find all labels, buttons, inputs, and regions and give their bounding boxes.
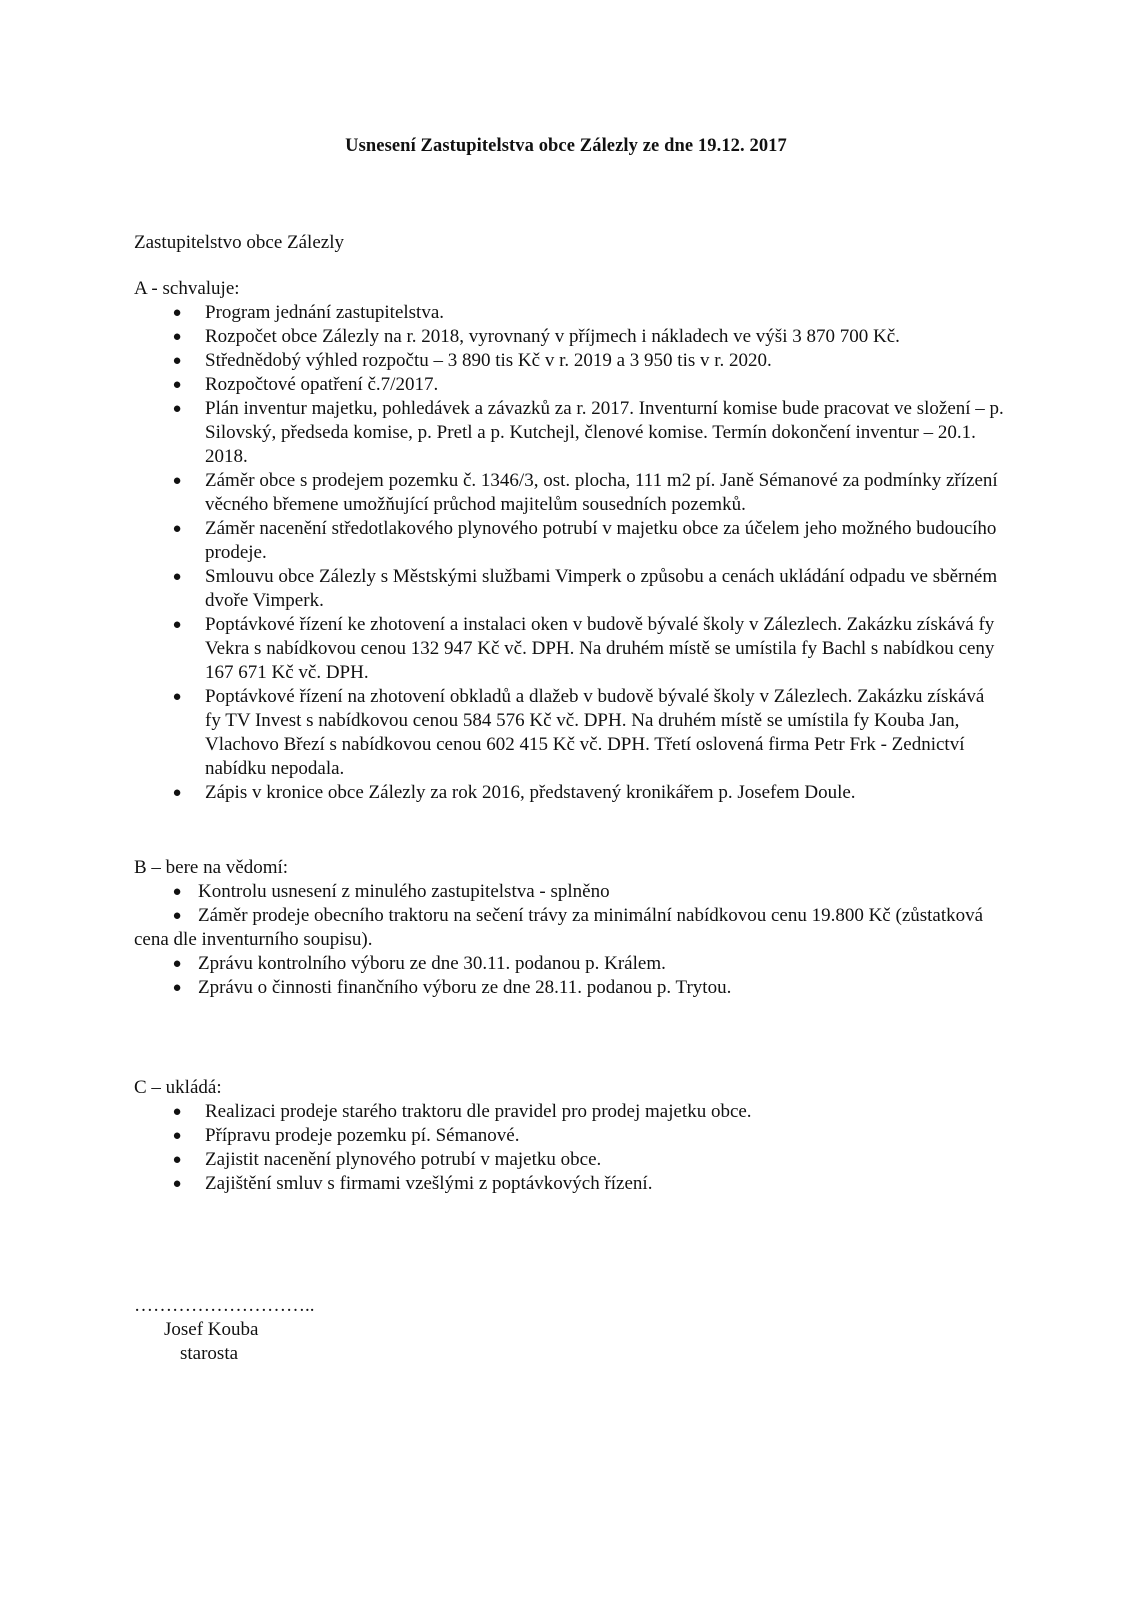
list-item-text: Zprávu kontrolního výboru ze dne 30.11. podanou p. Králem. <box>198 953 666 974</box>
bullet-icon: ● <box>172 569 182 585</box>
document-title: Usnesení Zastupitelstva obce Zálezly ze dne 19.12. 2017 <box>345 136 787 156</box>
bullet-icon: ● <box>172 377 182 393</box>
list-item-text: Rozpočtové opatření č.7/2017. <box>205 374 439 395</box>
bullet-icon: ● <box>172 785 182 801</box>
list-item <box>134 349 1004 373</box>
list-item <box>134 397 1004 469</box>
list-item <box>134 1148 1004 1172</box>
list-item-text: Plán inventur majetku, pohledávek a závazků za r. 2017. Inventurní komise bude pracovat ve složení – p. Silovský, předseda komise, p. Pretl a p. Kutchejl, členové komise. Termín dokončení inventur – 20.1. 2018. <box>205 398 1004 467</box>
list-item-text: Poptávkové řízení na zhotovení obkladů a dlažeb v budově bývalé školy v Zálezlech. Zakázku získává fy TV Invest s nabídkovou cenou 584 576 Kč vč. DPH. Na druhém místě se umístila fy Kouba Jan, Vlachovo Březí s nabídkovou cenou 602 415 Kč vč. DPH. Třetí oslovená firma Petr Frk - Zednictví nabídku nepodala. <box>205 686 985 779</box>
list-item-text: Zápis v kronice obce Zálezly za rok 2016, představený kronikářem p. Josefem Doule. <box>205 782 856 803</box>
section-a-list <box>134 301 1004 805</box>
list-item-text: Záměr prodeje obecního traktoru na sečení trávy za minimální nabídkovou cenu 19.800 Kč (zůstatková cena dle inventurního soupisu). <box>134 905 984 950</box>
list-item-text: Zprávu o činnosti finančního výboru ze dne 28.11. podanou p. Trytou. <box>198 977 732 998</box>
list-item <box>134 373 1004 397</box>
list-item <box>134 301 1004 325</box>
list-item <box>134 781 1004 805</box>
signature-line: ……………………….. <box>134 1295 315 1316</box>
bullet-icon: ● <box>172 305 182 321</box>
section-c-heading: C – ukládá: <box>134 1077 222 1098</box>
list-item-text: Poptávkové řízení ke zhotovení a instalaci oken v budově bývalé školy v Zálezlech. Zakázku získává fy Vekra s nabídkovou cenou 132 947 Kč vč. DPH. Na druhém místě se umístila fy Bachl s nabídkou ceny 167 671 Kč vč. DPH. <box>205 614 995 683</box>
list-item-text: Zajistit nacenění plynového potrubí v majetku obce. <box>205 1149 602 1170</box>
list-item-text: Realizaci prodeje starého traktoru dle pravidel pro prodej majetku obce. <box>205 1101 752 1122</box>
list-item <box>134 1124 1004 1148</box>
list-item-text: Smlouvu obce Zálezly s Městskými službami Vimperk o způsobu a cenách ukládání odpadu ve sběrném dvoře Vimperk. <box>205 566 998 611</box>
section-b-heading: B – bere na vědomí: <box>134 857 289 878</box>
list-item-text: Rozpočet obce Zálezly na r. 2018, vyrovnaný v příjmech i nákladech ve výši 3 870 700 Kč. <box>205 326 900 347</box>
list-item-text: Program jednání zastupitelstva. <box>205 302 445 323</box>
section-b-list <box>134 880 1004 1000</box>
list-item-text: Záměr nacenění středotlakového plynového potrubí v majetku obce za účelem jeho možného budoucího prodeje. <box>205 518 997 563</box>
intro-text: Zastupitelstvo obce Zálezly <box>134 232 344 253</box>
list-item <box>134 904 1004 952</box>
bullet-icon: ● <box>172 473 182 489</box>
list-item <box>134 565 1004 613</box>
signatory-name: Josef Kouba <box>164 1319 259 1340</box>
list-item <box>134 1100 1004 1124</box>
bullet-icon: ● <box>172 884 182 900</box>
bullet-icon: ● <box>172 1104 182 1120</box>
list-item <box>134 976 1004 1000</box>
list-item <box>134 880 1004 904</box>
bullet-icon: ● <box>172 329 182 345</box>
bullet-icon: ● <box>172 353 182 369</box>
list-item <box>134 685 1004 781</box>
list-item-text: Kontrolu usnesení z minulého zastupitelstva - splněno <box>198 881 610 902</box>
list-item <box>134 325 1004 349</box>
bullet-icon: ● <box>172 521 182 537</box>
bullet-icon: ● <box>172 980 182 996</box>
bullet-icon: ● <box>172 1128 182 1144</box>
bullet-icon: ● <box>172 689 182 705</box>
signatory-role: starosta <box>180 1343 239 1364</box>
list-item <box>134 469 1004 517</box>
list-item <box>134 613 1004 685</box>
bullet-icon: ● <box>172 908 182 924</box>
list-item-text: Střednědobý výhled rozpočtu – 3 890 tis Kč v r. 2019 a 3 950 tis v r. 2020. <box>205 350 772 371</box>
bullet-icon: ● <box>172 956 182 972</box>
signature-block <box>134 1294 534 1366</box>
list-item <box>134 517 1004 565</box>
list-item-text: Záměr obce s prodejem pozemku č. 1346/3, ost. plocha, 111 m2 pí. Janě Sémanové za podmínky zřízení věcného břemene umožňující průchod majitelům sousedních pozemků. <box>205 470 998 515</box>
list-item-text: Přípravu prodeje pozemku pí. Sémanové. <box>205 1125 520 1146</box>
bullet-icon: ● <box>172 617 182 633</box>
list-item-text: Zajištění smluv s firmami vzešlými z poptávkových řízení. <box>205 1173 653 1194</box>
list-item <box>134 1172 1004 1196</box>
bullet-icon: ● <box>172 401 182 417</box>
bullet-icon: ● <box>172 1176 182 1192</box>
bullet-icon: ● <box>172 1152 182 1168</box>
section-c-list <box>134 1100 1004 1196</box>
section-a-heading: A - schvaluje: <box>134 278 240 299</box>
list-item <box>134 952 1004 976</box>
